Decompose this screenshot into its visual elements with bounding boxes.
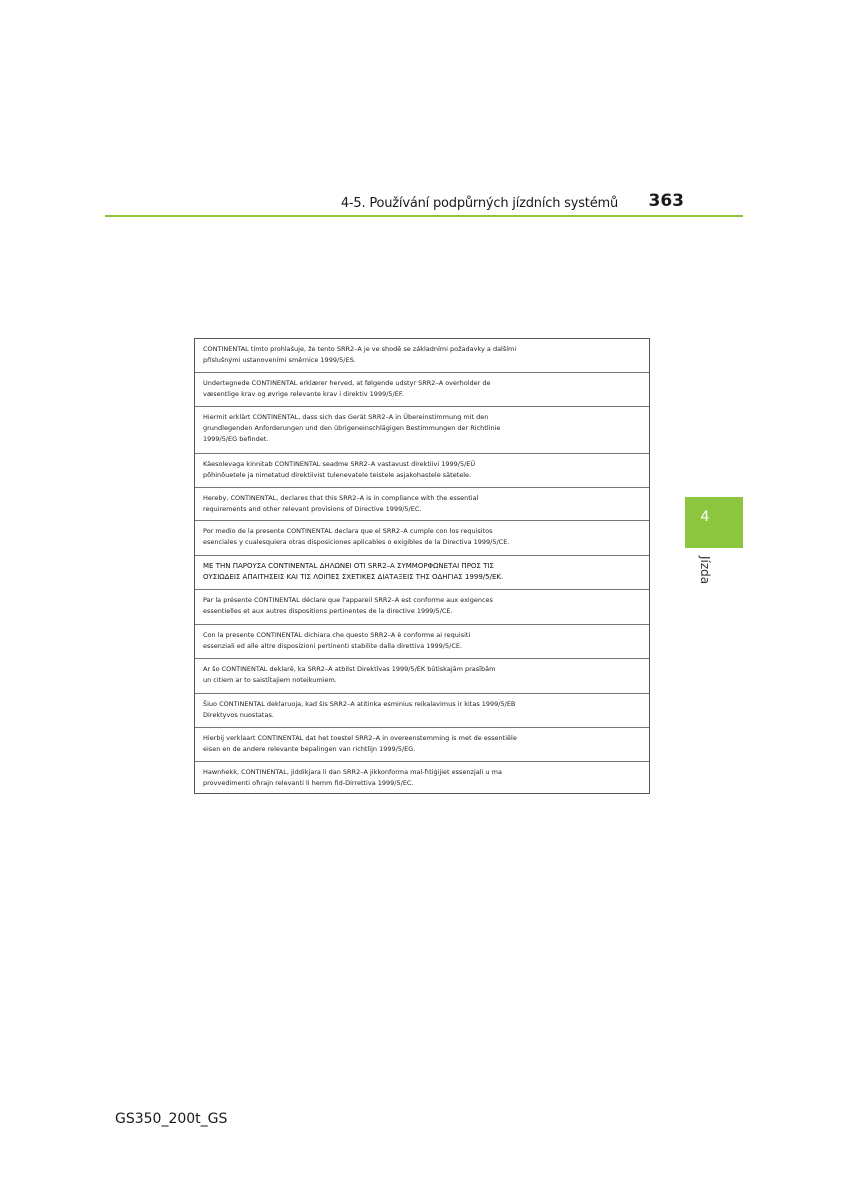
declaration-row-lt (195, 694, 649, 728)
chapter-number: 4 (700, 509, 710, 525)
declaration-row-et (195, 454, 649, 488)
declaration-text: ΜΕ ΤΗΝ ΠΑΡΟΥΣΑ CONTINENTAL ΔΗΛΩΝΕΙ ΟΤΙ SRR2–A ΣΥΜΜΟΡΦΩΝΕΤΑΙ ΠΡΟΣ ΤΙΣ ΟΥΣΙΩΔΕΙΣ ΑΠΑΙΤΗΣΕΙΣ ΚΑΙ ΤΙΣ ΛΟΙΠΕΣ ΣΧΕΤΙΚΕΣ ΔΙΑΤΑΞΕΙΣ ΤΗΣ ΟΔΗΓΙΑΣ 1999/5/ΕΚ. (203, 562, 504, 581)
page-number: 363 (648, 191, 684, 211)
declaration-text: CONTINENTAL tímto prohlašuje, že tento SRR2–A je ve shodě se základními požadavky a dalšími příslušnými ustanoveními směrnice 1999/5/ES. (203, 345, 517, 364)
declaration-text: Hierbij verklaart CONTINENTAL dat het toestel SRR2–A in overeenstemming is met de essentiële eisen en de andere relevante bepalingen van richtlijn 1999/5/EG. (203, 734, 517, 753)
declaration-row-es (195, 521, 649, 556)
declaration-text: Käesolevaga kinnitab CONTINENTAL seadme SRR2–A vastavust direktiivi 1999/5/EÜ põhinõuetele ja nimetatud direktiivist tulenevatele teistele asjakohastele sätetele. (203, 460, 476, 479)
declaration-text: Undertegnede CONTINENTAL erklærer herved, at følgende udstyr SRR2–A overholder de væsentlige krav og øvrige relevante krav i direktiv 1999/5/EF. (203, 379, 491, 398)
declaration-row-nl (195, 728, 649, 762)
chapter-label: Jízda (698, 556, 712, 585)
declaration-row-it (195, 625, 649, 659)
header-divider (105, 215, 743, 217)
declaration-text: Par la présente CONTINENTAL déclare que l'appareil SRR2–A est conforme aux exigences essentielles et aux autres dispositions pertinentes de la directive 1999/5/CE. (203, 596, 493, 615)
declaration-text: Hereby, CONTINENTAL, declares that this SRR2–A is in compliance with the essential requirements and other relevant provisions of Directive 1999/5/EC. (203, 494, 479, 513)
declaration-row-cs (195, 339, 649, 373)
declaration-text: Por medio de la presente CONTINENTAL declara que el SRR2–A cumple con los requisitos esenciales y cualesquiera otras disposiciones aplicables o exigibles de la Directiva 1999/5/CE. (203, 527, 510, 546)
declaration-row-fr (195, 590, 649, 625)
declaration-row-da (195, 373, 649, 407)
declaration-text: Hiermit erklärt CONTINENTAL, dass sich das Gerät SRR2–A in Übereinstimmung mit den grundlegenden Anforderungen und den übrigeneinschlägigen Bestimmungen der Richtlinie 1999/5/EG befindet. (203, 413, 501, 443)
section-title: 4-5. Používání podpůrných jízdních systémů (340, 196, 618, 211)
declaration-row-mt (195, 762, 649, 793)
declaration-of-conformity-table (194, 338, 650, 794)
declaration-row-de (195, 407, 649, 454)
declaration-text: Ar šo CONTINENTAL deklarē, ka SRR2–A atbilst Direktīvas 1999/5/EK būtiskajām prasībām un citiem ar to saistītajiem noteikumiem. (203, 665, 496, 684)
declaration-text: Hawnhekk, CONTINENTAL, jiddikjara li dan SRR2–A jikkonforma mal-ħtiġijiet essenzjali u ma provvedimenti oħrajn relevanti li hemm fid-Dirrettiva 1999/5/EC. (203, 768, 502, 787)
declaration-text: Con la presente CONTINENTAL dichiara che questo SRR2–A è conforme ai requisiti essenziali ed alle altre disposizioni pertinenti stabilite dalla direttiva 1999/5/CE. (203, 631, 471, 650)
declaration-text: Šiuo CONTINENTAL deklaruoja, kad šis SRR2–A atitinka esminius reikalavimus ir kitas 1999/5/EB Direktyvos nuostatas. (203, 700, 516, 719)
declaration-row-lv (195, 659, 649, 694)
footer-model-code: GS350_200t_GS (115, 1111, 228, 1127)
declaration-row-el (195, 556, 649, 590)
chapter-tab[interactable] (685, 497, 743, 548)
declaration-row-en (195, 488, 649, 521)
